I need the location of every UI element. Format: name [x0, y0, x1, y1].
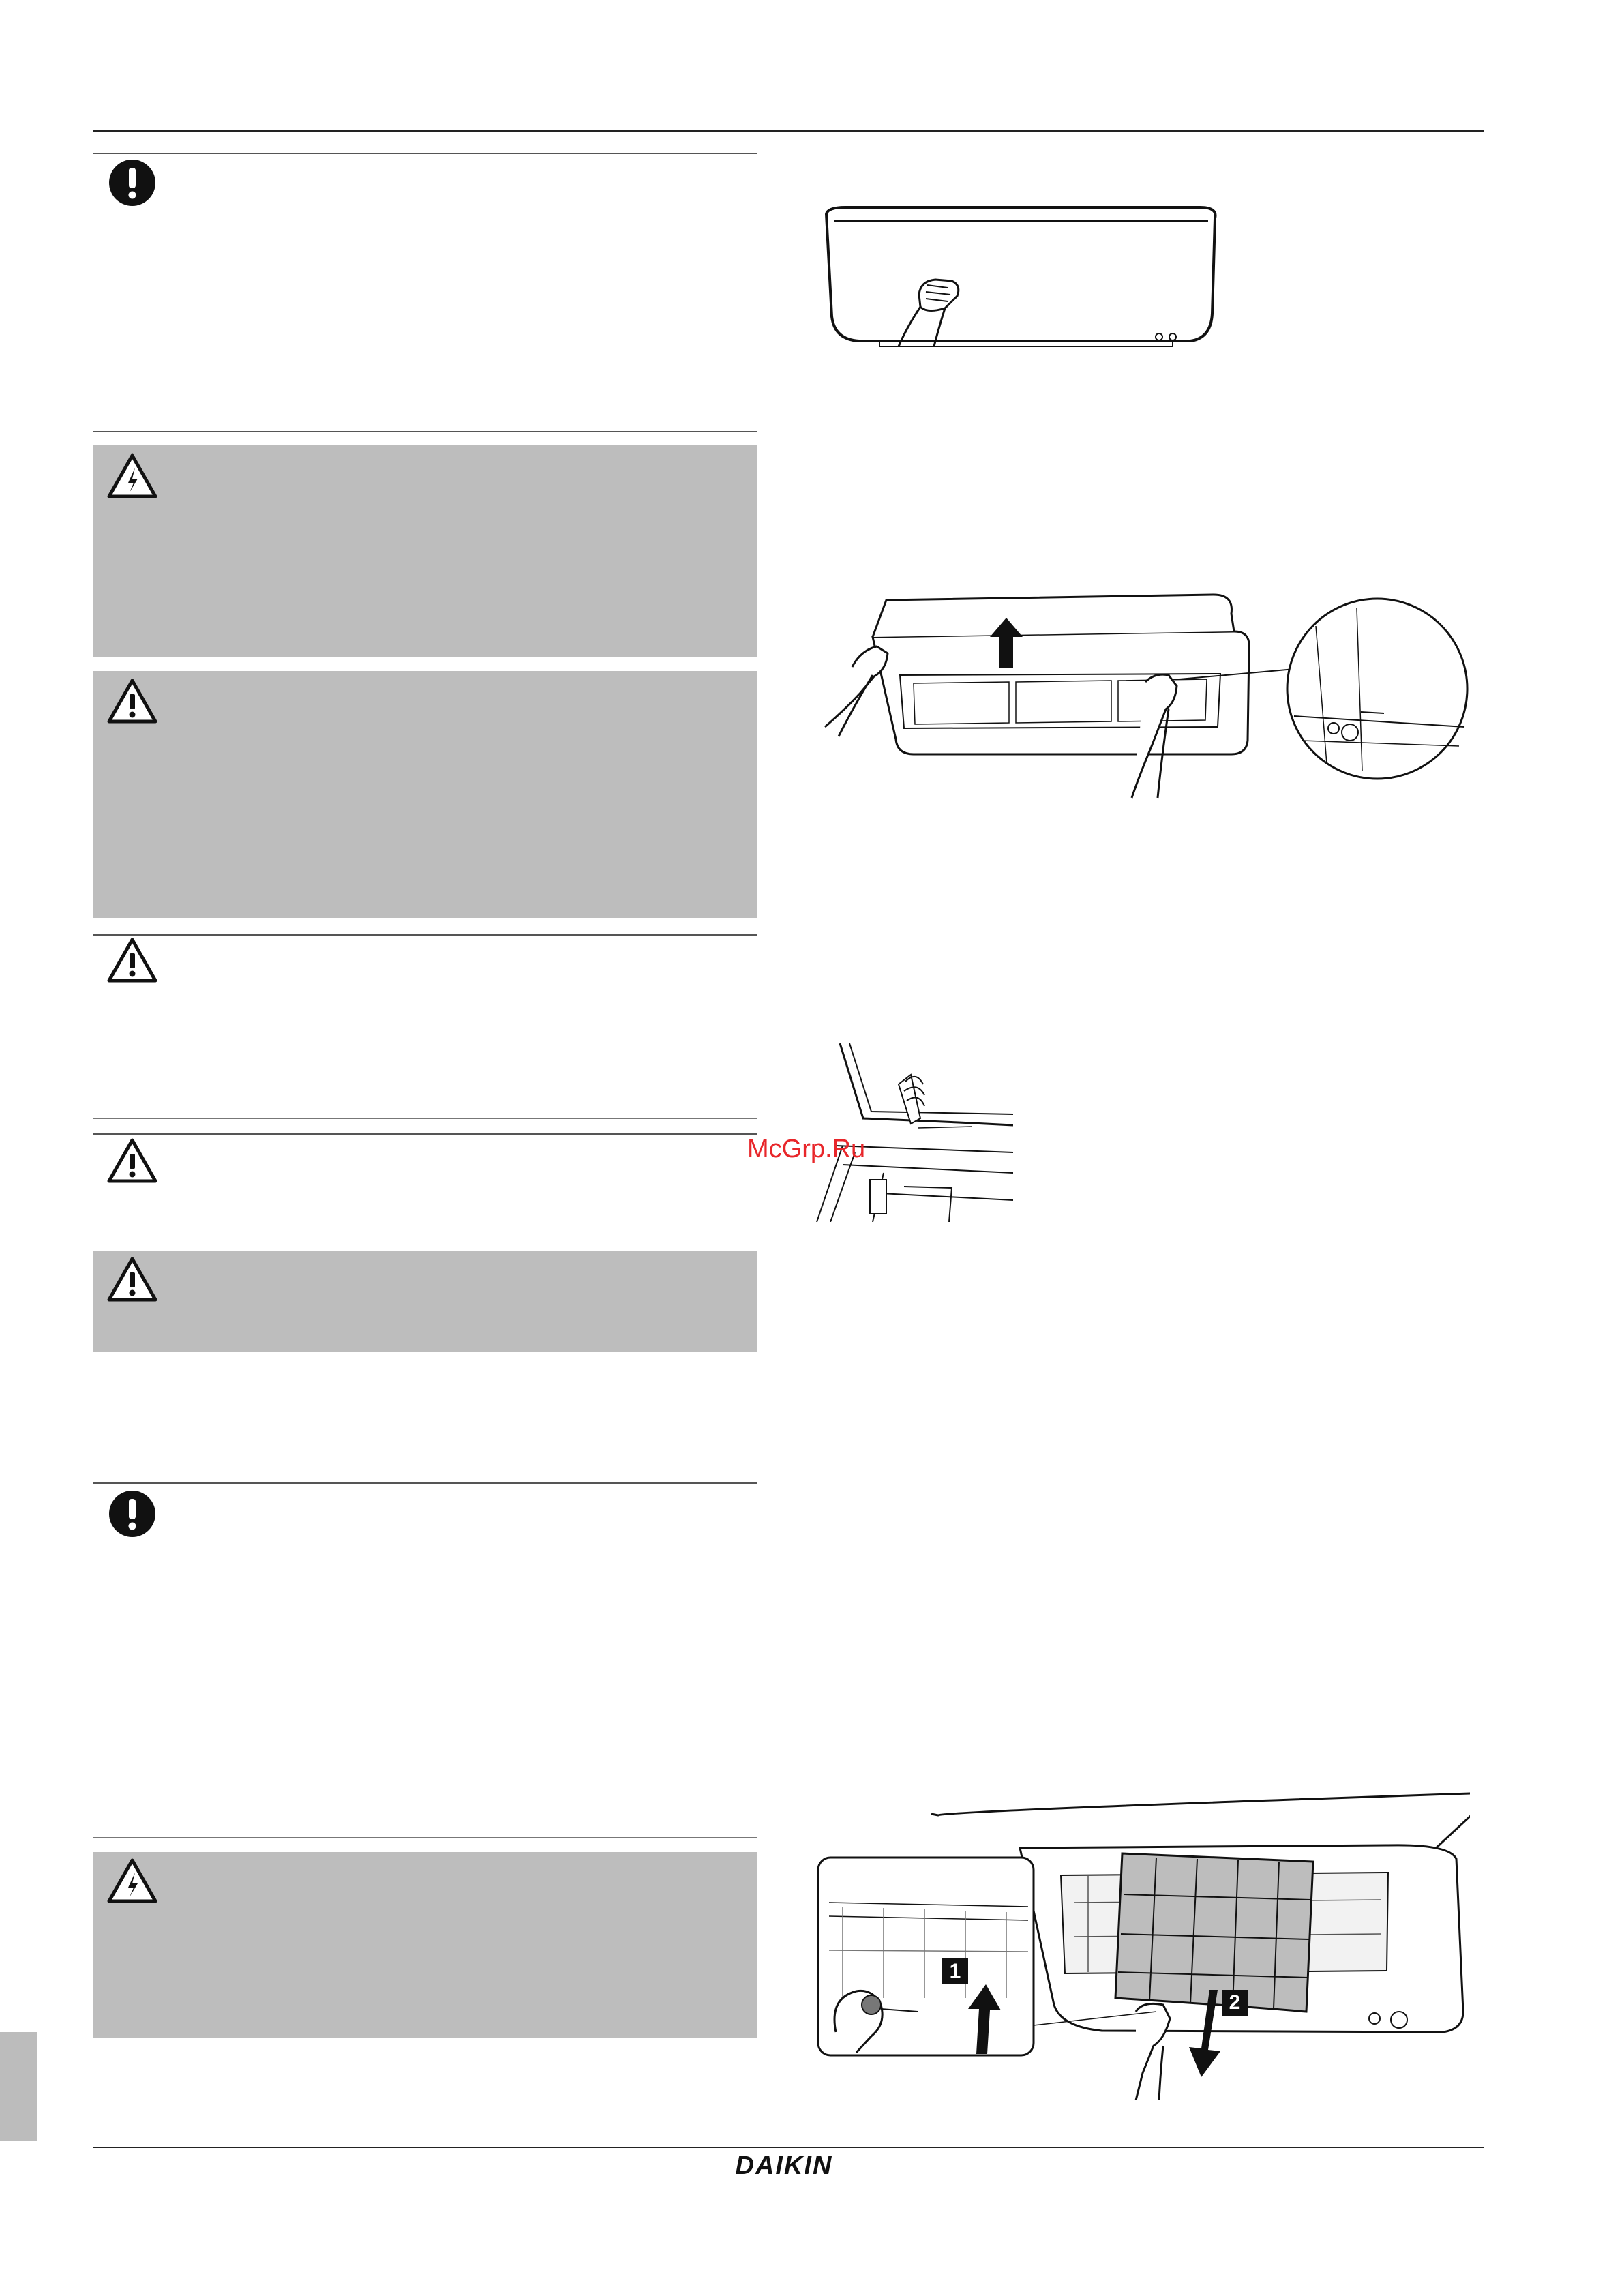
header-rule — [93, 130, 1484, 132]
exclamation-circle-icon — [105, 1487, 160, 1541]
watermark: McGrp.Ru — [747, 1135, 866, 1163]
warning-box — [93, 1251, 757, 1352]
lightning-triangle-icon — [105, 1853, 160, 1908]
section-tab — [0, 2032, 37, 2141]
notice-divider — [93, 1482, 757, 1484]
danger-electric-box — [93, 1852, 757, 2038]
danger-electric-box — [93, 445, 757, 657]
notice-divider — [93, 431, 757, 432]
notice-divider — [93, 153, 757, 154]
notice-divider — [93, 1118, 757, 1119]
lightning-triangle-icon — [105, 449, 160, 503]
remove-filter-illustration — [815, 1773, 1470, 2100]
step-1-label: 1 — [949, 1960, 961, 1982]
open-panel-illustration — [811, 593, 1479, 811]
warning-triangle-icon — [105, 1133, 160, 1188]
warning-box — [93, 671, 757, 918]
exclamation-circle-icon — [105, 155, 160, 210]
notice-divider — [93, 1133, 757, 1135]
panel-hinge-illustration — [815, 1043, 1013, 1222]
wipe-unit-illustration — [818, 205, 1227, 355]
step-2-label: 2 — [1229, 1991, 1241, 2014]
warning-triangle-icon — [105, 1252, 160, 1307]
notice-divider — [93, 1837, 757, 1838]
warning-triangle-icon — [105, 674, 160, 728]
daikin-logo: DAIKIN — [735, 2151, 833, 2180]
notice-divider — [93, 934, 757, 936]
footer-rule — [93, 2147, 1484, 2148]
warning-triangle-icon — [105, 933, 160, 987]
